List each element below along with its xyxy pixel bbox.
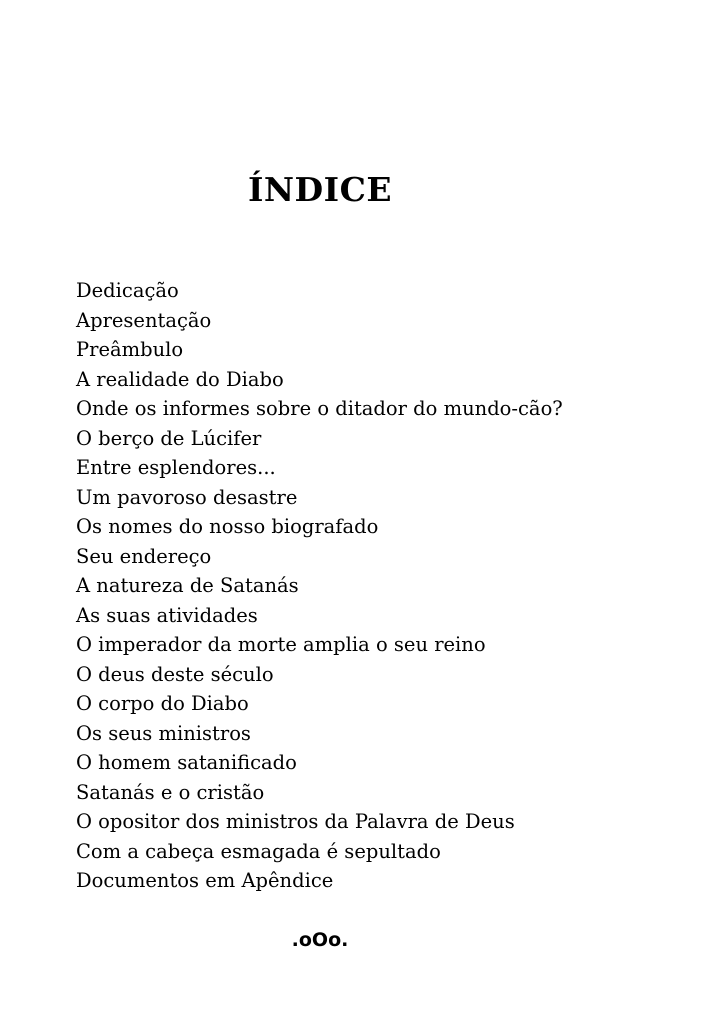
toc-entry: Os seus ministros [76,721,251,745]
page-title: ÍNDICE [247,170,393,209]
toc-entry: O opositor dos ministros da Palavra de Deus [76,810,515,833]
toc-entry: Seu endereço [76,544,212,568]
toc-entry: O deus deste século [76,662,274,686]
toc-entry: O imperador da morte amplia o seu reino [76,633,486,656]
toc-entry: O corpo do Diabo [76,692,249,715]
toc-entry: Apresentação [76,308,212,332]
toc-entry: Onde os informes sobre o ditador do mundo-cão? [76,397,563,420]
toc-entry: Satanás e o cristão [76,780,265,804]
toc-entry: A natureza de Satanás [76,574,299,597]
toc-entry: Entre esplendores... [76,456,276,479]
toc-entry: O berço de Lúcifer [76,426,262,450]
end-mark: .oOo. [291,929,349,951]
toc-entry: Um pavoroso desastre [76,485,298,509]
toc-entry: Dedicação [76,279,179,302]
table-of-contents [76,276,563,896]
toc-entry: As suas atividades [76,603,258,627]
toc-entry: Documentos em Apêndice [76,869,334,892]
toc-entry: A realidade do Diabo [76,367,284,391]
toc-entry: Os nomes do nosso biografado [76,515,379,538]
toc-entry: Com a cabeça esmagada é sepultado [76,839,441,863]
toc-entry: O homem satanificado [76,751,297,774]
toc-entry: Preâmbulo [76,338,184,361]
